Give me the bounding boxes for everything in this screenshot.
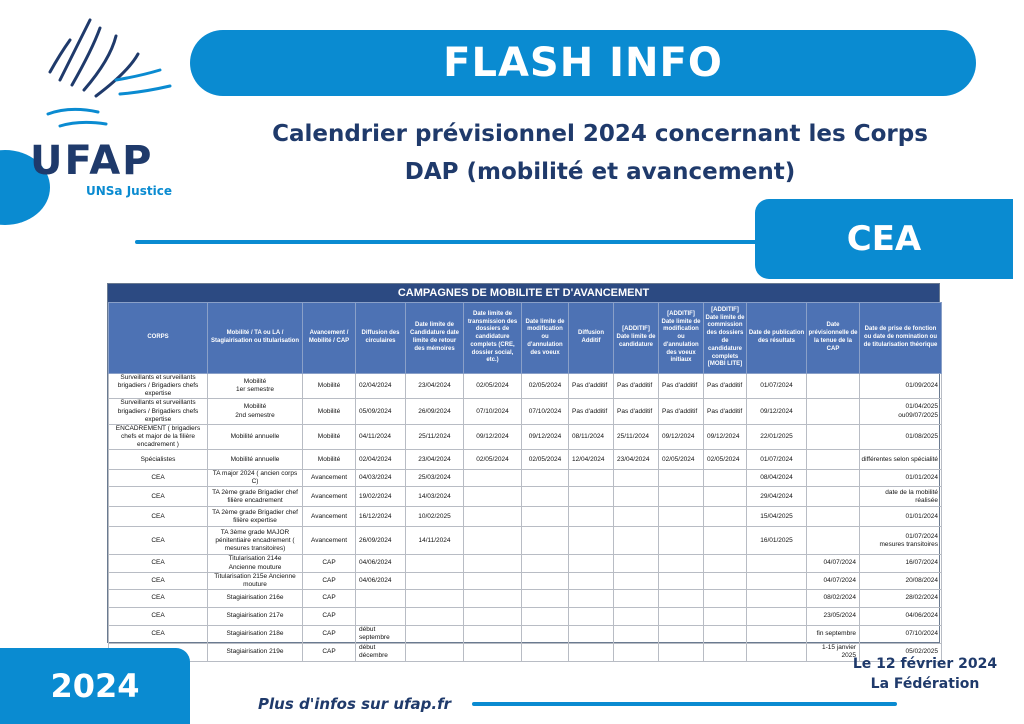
table-cell: CAP	[303, 625, 356, 643]
table-cell: Surveillants et surveillants brigadiers / Brigadiers chefs expertise	[109, 399, 208, 424]
table-cell	[522, 589, 569, 607]
table-cell: Stagiairisation 217e	[208, 607, 303, 625]
table-cell: début décembre	[356, 643, 406, 661]
table-cell	[704, 589, 747, 607]
table-cell: 02/05/2024	[464, 374, 522, 399]
table-cell: 02/04/2024	[356, 374, 406, 399]
table-cell	[356, 589, 406, 607]
table-cell: 02/05/2024	[704, 450, 747, 470]
table-cell	[522, 572, 569, 589]
table-cell	[704, 555, 747, 572]
table-header-cell: Date de prise de fonction ou date de nomination ou de titularisation théorique	[860, 303, 942, 374]
table-header-cell: Date prévisionnelle de la tenue de la CAP	[807, 303, 860, 374]
table-title: CAMPAGNES DE MOBILITE ET D'AVANCEMENT	[108, 284, 939, 302]
table-cell: Stagiairisation 218e	[208, 625, 303, 643]
table-cell: 22/01/2025	[747, 424, 807, 449]
table-cell	[807, 487, 860, 507]
table-cell: 02/05/2024	[464, 450, 522, 470]
table-cell: 01/07/2024	[747, 450, 807, 470]
campaigns-table	[108, 302, 942, 662]
table-row	[109, 572, 942, 589]
table-cell: Spécialistes	[109, 450, 208, 470]
table-row	[109, 487, 942, 507]
table-cell	[464, 507, 522, 527]
table-body	[109, 374, 942, 662]
logo-wordmark: UFAP	[30, 138, 154, 184]
table-cell: CEA	[109, 607, 208, 625]
table-cell	[614, 555, 659, 572]
table-cell: 02/04/2024	[356, 450, 406, 470]
table-cell: Stagiairisation 216e	[208, 589, 303, 607]
table-cell	[406, 643, 464, 661]
table-cell: CEA	[109, 572, 208, 589]
table-cell	[569, 589, 614, 607]
table-cell: 09/12/2024	[464, 424, 522, 449]
table-cell	[747, 555, 807, 572]
table-cell	[614, 507, 659, 527]
table-cell	[464, 607, 522, 625]
table-cell: Avancement	[303, 470, 356, 487]
table-cell	[747, 589, 807, 607]
table-cell: Stagiairisation 219e	[208, 643, 303, 661]
year-label: 2024	[50, 667, 140, 705]
table-cell	[704, 507, 747, 527]
table-header-cell: Date limite de transmission des dossiers de candidature complets (CRE, dossier social, etc.)	[464, 303, 522, 374]
table-cell: 02/05/2024	[522, 450, 569, 470]
table-cell: 20/08/2024	[860, 572, 942, 589]
banner-title: FLASH INFO	[443, 40, 723, 86]
table-row	[109, 527, 942, 555]
table-row	[109, 470, 942, 487]
table-cell	[464, 589, 522, 607]
table-cell: Surveillants et surveillants brigadiers / Brigadiers chefs expertise	[109, 374, 208, 399]
table-cell: CAP	[303, 555, 356, 572]
table-cell: TA major 2024 ( ancien corps C)	[208, 470, 303, 487]
table-cell	[464, 572, 522, 589]
table-cell: Avancement	[303, 527, 356, 555]
table-cell: 04/11/2024	[356, 424, 406, 449]
table-cell: TA 2ème grade Brigadier chef filière encadrement	[208, 487, 303, 507]
table-cell	[614, 487, 659, 507]
table-cell: Mobilité 1er semestre	[208, 374, 303, 399]
campaigns-table-container	[107, 283, 940, 660]
divider-line	[135, 240, 760, 244]
table-cell: début septembre	[356, 625, 406, 643]
table-cell: 29/04/2024	[747, 487, 807, 507]
table-row	[109, 555, 942, 572]
table-cell	[522, 507, 569, 527]
table-cell: 23/04/2024	[406, 374, 464, 399]
table-cell: 02/05/2024	[659, 450, 704, 470]
table-header-row	[109, 303, 942, 374]
table-cell	[522, 527, 569, 555]
table-cell	[807, 470, 860, 487]
table-cell	[522, 487, 569, 507]
table-cell: 25/11/2024	[406, 424, 464, 449]
table-cell: 09/12/2024	[522, 424, 569, 449]
table-cell	[704, 470, 747, 487]
table-cell: Mobilité 2nd semestre	[208, 399, 303, 424]
table-cell: ENCADREMENT ( brigadiers chefs et major de la filière encadrement )	[109, 424, 208, 449]
table-header-cell: Date de publication des résultats	[747, 303, 807, 374]
table-cell	[464, 625, 522, 643]
table-cell: Pas d'additif	[659, 399, 704, 424]
table-cell	[406, 589, 464, 607]
table-cell: 08/04/2024	[747, 470, 807, 487]
table-cell: TA 3ème grade MAJOR pénitentiaire encadrement ( mesures transitoires)	[208, 527, 303, 555]
table-cell: 23/05/2024	[807, 607, 860, 625]
table-cell	[659, 572, 704, 589]
table-cell	[659, 555, 704, 572]
table-cell	[659, 487, 704, 507]
table-cell: 19/02/2024	[356, 487, 406, 507]
table-cell: 14/11/2024	[406, 527, 464, 555]
table-cell	[522, 607, 569, 625]
table-header-cell: Date limite de modification ou d'annulation des voeux	[522, 303, 569, 374]
table-cell	[614, 572, 659, 589]
table-cell	[569, 470, 614, 487]
table-cell	[569, 527, 614, 555]
table-cell: 01/07/2024 mesures transitoires	[860, 527, 942, 555]
table-header-cell: CORPS	[109, 303, 208, 374]
table-cell: CEA	[109, 555, 208, 572]
table-cell: CAP	[303, 607, 356, 625]
date-signature	[840, 654, 1010, 694]
table-cell: CEA	[109, 625, 208, 643]
table-cell: 04/03/2024	[356, 470, 406, 487]
table-cell	[614, 625, 659, 643]
table-cell: Mobilité	[303, 399, 356, 424]
table-cell: Pas d'additif	[704, 399, 747, 424]
table-cell	[659, 507, 704, 527]
table-cell: CEA	[109, 487, 208, 507]
table-cell: TA 2ème grade Brigadier chef filière expertise	[208, 507, 303, 527]
flash-info-banner	[190, 30, 976, 96]
table-cell	[614, 470, 659, 487]
table-cell: 01/08/2025	[860, 424, 942, 449]
table-cell	[522, 625, 569, 643]
table-cell: 07/10/2024	[860, 625, 942, 643]
table-cell	[807, 374, 860, 399]
table-cell: 15/04/2025	[747, 507, 807, 527]
table-row	[109, 424, 942, 449]
table-row	[109, 589, 942, 607]
table-cell: 02/05/2024	[522, 374, 569, 399]
table-cell	[659, 643, 704, 661]
table-cell: CEA	[109, 527, 208, 555]
table-cell: 25/03/2024	[406, 470, 464, 487]
table-cell	[464, 527, 522, 555]
table-cell: 09/12/2024	[659, 424, 704, 449]
table-cell: 04/07/2024	[807, 572, 860, 589]
table-cell	[704, 487, 747, 507]
table-cell	[704, 643, 747, 661]
table-cell	[464, 470, 522, 487]
table-cell	[614, 607, 659, 625]
table-cell: 25/11/2024	[614, 424, 659, 449]
table-cell	[659, 607, 704, 625]
year-box	[0, 648, 190, 724]
table-header-cell: Date limite de Candidature date limite de retour des mémoires	[406, 303, 464, 374]
table-cell	[659, 589, 704, 607]
table-cell: 01/01/2024	[860, 470, 942, 487]
table-cell: 23/04/2024	[406, 450, 464, 470]
table-cell	[704, 625, 747, 643]
cea-tab-label: CEA	[846, 219, 922, 259]
table-row	[109, 607, 942, 625]
table-cell: Mobilité	[303, 424, 356, 449]
table-cell: Titularisation 215e Ancienne mouture	[208, 572, 303, 589]
table-cell: CEA	[109, 470, 208, 487]
table-row	[109, 374, 942, 399]
table-header-cell: Mobilité / TA ou LA / Stagiairisation ou titularisation	[208, 303, 303, 374]
table-cell	[807, 527, 860, 555]
table-cell	[659, 470, 704, 487]
table-cell	[464, 555, 522, 572]
table-cell: Pas d'additif	[704, 374, 747, 399]
table-cell: 07/10/2024	[522, 399, 569, 424]
logo-subtitle: UNSa Justice	[86, 184, 172, 198]
table-cell	[464, 487, 522, 507]
table-cell	[406, 625, 464, 643]
table-cell	[569, 572, 614, 589]
table-cell	[704, 607, 747, 625]
table-header-cell: [ADDITIF] Date limite de modification ou d'annulation des voeux initiaux	[659, 303, 704, 374]
table-cell: 08/02/2024	[807, 589, 860, 607]
table-cell	[406, 572, 464, 589]
table-cell: Pas d'additif	[614, 374, 659, 399]
table-cell	[747, 643, 807, 661]
table-cell	[614, 527, 659, 555]
table-cell	[356, 607, 406, 625]
table-cell: Mobilité	[303, 450, 356, 470]
table-cell	[747, 572, 807, 589]
table-cell	[659, 625, 704, 643]
table-cell: 16/01/2025	[747, 527, 807, 555]
table-cell: 26/09/2024	[406, 399, 464, 424]
table-cell: CAP	[303, 572, 356, 589]
table-row	[109, 507, 942, 527]
page-subtitle	[190, 115, 1010, 191]
table-cell: 05/09/2024	[356, 399, 406, 424]
table-cell	[406, 555, 464, 572]
table-cell	[614, 643, 659, 661]
table-row	[109, 625, 942, 643]
table-cell	[406, 607, 464, 625]
table-cell: 10/02/2025	[406, 507, 464, 527]
table-cell	[569, 555, 614, 572]
table-cell: 01/04/2025 ou09/07/2025	[860, 399, 942, 424]
table-row	[109, 643, 942, 661]
table-cell: date de la mobilité réalisée	[860, 487, 942, 507]
table-header-cell: [ADDITIF] Date limite de candidature	[614, 303, 659, 374]
cea-tab	[755, 199, 1013, 279]
table-cell: 1-15 janvier 2025	[807, 643, 860, 661]
table-cell: Mobilité annuelle	[208, 424, 303, 449]
table-cell	[704, 572, 747, 589]
table-cell	[747, 607, 807, 625]
table-cell	[704, 527, 747, 555]
table-cell	[522, 643, 569, 661]
signature: La Fédération	[870, 676, 980, 692]
table-cell: Pas d'additif	[569, 399, 614, 424]
table-cell	[807, 424, 860, 449]
table-cell: 08/11/2024	[569, 424, 614, 449]
table-cell: Pas d'additif	[569, 374, 614, 399]
table-header-cell: Diffusion Additif	[569, 303, 614, 374]
table-cell: Avancement	[303, 487, 356, 507]
subtitle-line-1: Calendrier prévisionnel 2024 concernant les Corps	[272, 121, 928, 147]
table-cell: 04/07/2024	[807, 555, 860, 572]
table-cell: 01/01/2024	[860, 507, 942, 527]
table-cell	[807, 450, 860, 470]
table-cell: 14/03/2024	[406, 487, 464, 507]
table-row	[109, 450, 942, 470]
table-cell: 09/12/2024	[747, 399, 807, 424]
table-header-cell: Avancement / Mobilité / CAP	[303, 303, 356, 374]
table-cell: CEA	[109, 589, 208, 607]
table-header-cell: Diffusion des circulaires	[356, 303, 406, 374]
table-cell	[569, 643, 614, 661]
table-cell: 28/02/2024	[860, 589, 942, 607]
table-cell: 12/04/2024	[569, 450, 614, 470]
table-cell: Titularisation 214e Ancienne mouture	[208, 555, 303, 572]
table-cell: Avancement	[303, 507, 356, 527]
table-cell: fin septembre	[807, 625, 860, 643]
table-cell: 23/04/2024	[614, 450, 659, 470]
table-cell: 04/06/2024	[356, 572, 406, 589]
table-cell	[569, 625, 614, 643]
table-cell: 16/07/2024	[860, 555, 942, 572]
table-cell	[807, 399, 860, 424]
table-cell: 04/06/2024	[860, 607, 942, 625]
table-cell: CAP	[303, 589, 356, 607]
table-cell: Pas d'additif	[614, 399, 659, 424]
table-cell: CAP	[303, 643, 356, 661]
table-cell: 26/09/2024	[356, 527, 406, 555]
table-cell: 16/12/2024	[356, 507, 406, 527]
table-cell	[569, 507, 614, 527]
table-cell: 01/09/2024	[860, 374, 942, 399]
subtitle-line-2: DAP (mobilité et avancement)	[404, 159, 796, 185]
footer-divider	[472, 702, 897, 706]
table-cell	[569, 607, 614, 625]
table-cell: 09/12/2024	[704, 424, 747, 449]
table-cell	[659, 527, 704, 555]
table-cell: 05/02/2025	[860, 643, 942, 661]
table-cell: différentes selon spécialité	[860, 450, 942, 470]
table-cell	[807, 507, 860, 527]
more-info-link[interactable]: Plus d'infos sur ufap.fr	[258, 695, 452, 713]
table-cell	[522, 555, 569, 572]
table-cell	[747, 625, 807, 643]
table-header-cell: [ADDITIF] Date limite de commission des dossiers de candidature complets [MOBI LITE]	[704, 303, 747, 374]
table-cell: Mobilité annuelle	[208, 450, 303, 470]
table-row	[109, 399, 942, 424]
table-cell: Mobilité	[303, 374, 356, 399]
table-cell: Pas d'additif	[659, 374, 704, 399]
table-cell	[569, 487, 614, 507]
table-cell: 04/06/2024	[356, 555, 406, 572]
table-cell	[522, 470, 569, 487]
publication-date: Le 12 février 2024	[852, 656, 998, 672]
table-cell	[614, 589, 659, 607]
table-cell	[464, 643, 522, 661]
table-cell: CEA	[109, 507, 208, 527]
table-cell: 01/07/2024	[747, 374, 807, 399]
table-cell: 07/10/2024	[464, 399, 522, 424]
